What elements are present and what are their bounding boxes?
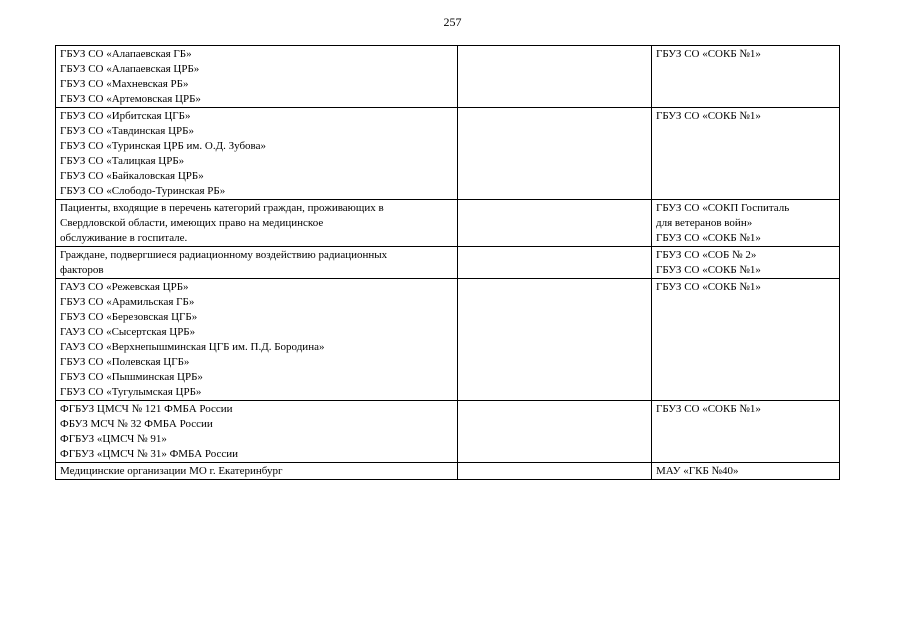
referring-organizations-cell-line: ГБУЗ СО «Артемовская ЦРБ» [60,93,201,105]
referring-organizations-cell-line: ГБУЗ СО «Махневская РБ» [60,78,189,90]
referring-organizations-cell-line: ГБУЗ СО «Пышминская ЦРБ» [60,371,203,383]
referring-organizations-cell-line: ГБУЗ СО «Талицкая ЦРБ» [60,155,185,167]
referring-organizations-cell-line: ГБУЗ СО «Арамильская ГБ» [60,296,195,308]
referring-organizations-cell-line: ГБУЗ СО «Тавдинская ЦРБ» [60,125,194,137]
table-row [56,463,840,480]
middle-cell [458,463,652,480]
receiving-organization-cell-line: ГБУЗ СО «СОКБ №1» [656,403,761,415]
receiving-organization-cell [652,200,840,247]
middle-cell [458,279,652,401]
receiving-organization-cell [652,46,840,108]
referring-organizations-cell-line: ГБУЗ СО «Туринская ЦРБ им. О.Д. Зубова» [60,140,266,152]
table-row [56,46,840,108]
table-row [56,108,840,200]
receiving-organization-cell-line: ГБУЗ СО «СОКБ №1» [656,232,761,244]
middle-cell [458,401,652,463]
middle-cell [458,200,652,247]
referring-organizations-cell-line: ФГБУЗ «ЦМСЧ № 31» ФМБА России [60,448,239,460]
referring-organizations-cell [56,108,458,200]
receiving-organization-cell-line: ГБУЗ СО «СОКБ №1» [656,110,761,122]
referring-organizations-cell-line: ГБУЗ СО «Байкаловская ЦРБ» [60,170,204,182]
middle-cell [458,108,652,200]
receiving-organization-cell [652,247,840,279]
receiving-organization-cell-line: ГБУЗ СО «СОКБ №1» [656,264,761,276]
receiving-organization-cell-line: для ветеранов войн» [656,217,753,229]
referring-organizations-cell-line: ФГБУЗ «ЦМСЧ № 91» [60,433,167,445]
referring-organizations-cell [56,247,458,279]
receiving-organization-cell-line: ГБУЗ СО «СОКБ №1» [656,281,761,293]
receiving-organization-cell-line: ГБУЗ СО «СОКП Госпиталь [656,202,790,214]
middle-cell [458,46,652,108]
referring-organizations-cell-line: ГБУЗ СО «Алапаевская ГБ» [60,48,192,60]
referring-organizations-cell-line: ГБУЗ СО «Березовская ЦГБ» [60,311,198,323]
referring-organizations-cell [56,401,458,463]
referring-organizations-cell [56,46,458,108]
referring-organizations-cell-line: обслуживание в госпитале. [60,232,188,244]
table-row [56,200,840,247]
referring-organizations-cell [56,463,458,480]
referring-organizations-cell-line: ГБУЗ СО «Полевская ЦГБ» [60,356,190,368]
receiving-organization-cell [652,463,840,480]
referring-organizations-cell-line: Медицинские организации МО г. Екатеринбург [60,465,283,477]
receiving-organization-cell-line: МАУ «ГКБ №40» [656,465,739,477]
receiving-organization-cell-line: ГБУЗ СО «СОБ № 2» [656,249,757,261]
middle-cell [458,247,652,279]
receiving-organization-cell [652,279,840,401]
referring-organizations-cell [56,200,458,247]
referring-organizations-cell-line: ГБУЗ СО «Алапаевская ЦРБ» [60,63,200,75]
table-row [56,401,840,463]
table-row [56,279,840,401]
referring-organizations-cell-line: ГБУЗ СО «Ирбитская ЦГБ» [60,110,191,122]
referring-organizations-cell-line: Граждане, подвергшиеся радиационному воздействию радиационных [60,249,388,261]
referring-organizations-cell-line: факторов [60,264,104,276]
referring-organizations-cell-line: Пациенты, входящие в перечень категорий граждан, проживающих в [60,202,384,214]
receiving-organization-cell [652,401,840,463]
routing-table [55,45,840,480]
referring-organizations-cell-line: Свердловской области, имеющих право на медицинское [60,217,324,229]
referring-organizations-cell-line: ГБУЗ СО «Слободо-Туринская РБ» [60,185,226,197]
referring-organizations-cell-line: ГБУЗ СО «Тугулымская ЦРБ» [60,386,202,398]
referring-organizations-cell-line: ГАУЗ СО «Режевская ЦРБ» [60,281,189,293]
referring-organizations-cell-line: ФГБУЗ ЦМСЧ № 121 ФМБА России [60,403,233,415]
receiving-organization-cell [652,108,840,200]
referring-organizations-cell-line: ГАУЗ СО «Сысертская ЦРБ» [60,326,196,338]
referring-organizations-cell-line: ГАУЗ СО «Верхнепышминская ЦГБ им. П.Д. Бородина» [60,341,325,353]
table-body [56,46,840,480]
referring-organizations-cell-line: ФБУЗ МСЧ № 32 ФМБА России [60,418,213,430]
receiving-organization-cell-line: ГБУЗ СО «СОКБ №1» [656,48,761,60]
page-number: 257 [443,15,462,29]
table-row [56,247,840,279]
referring-organizations-cell [56,279,458,401]
